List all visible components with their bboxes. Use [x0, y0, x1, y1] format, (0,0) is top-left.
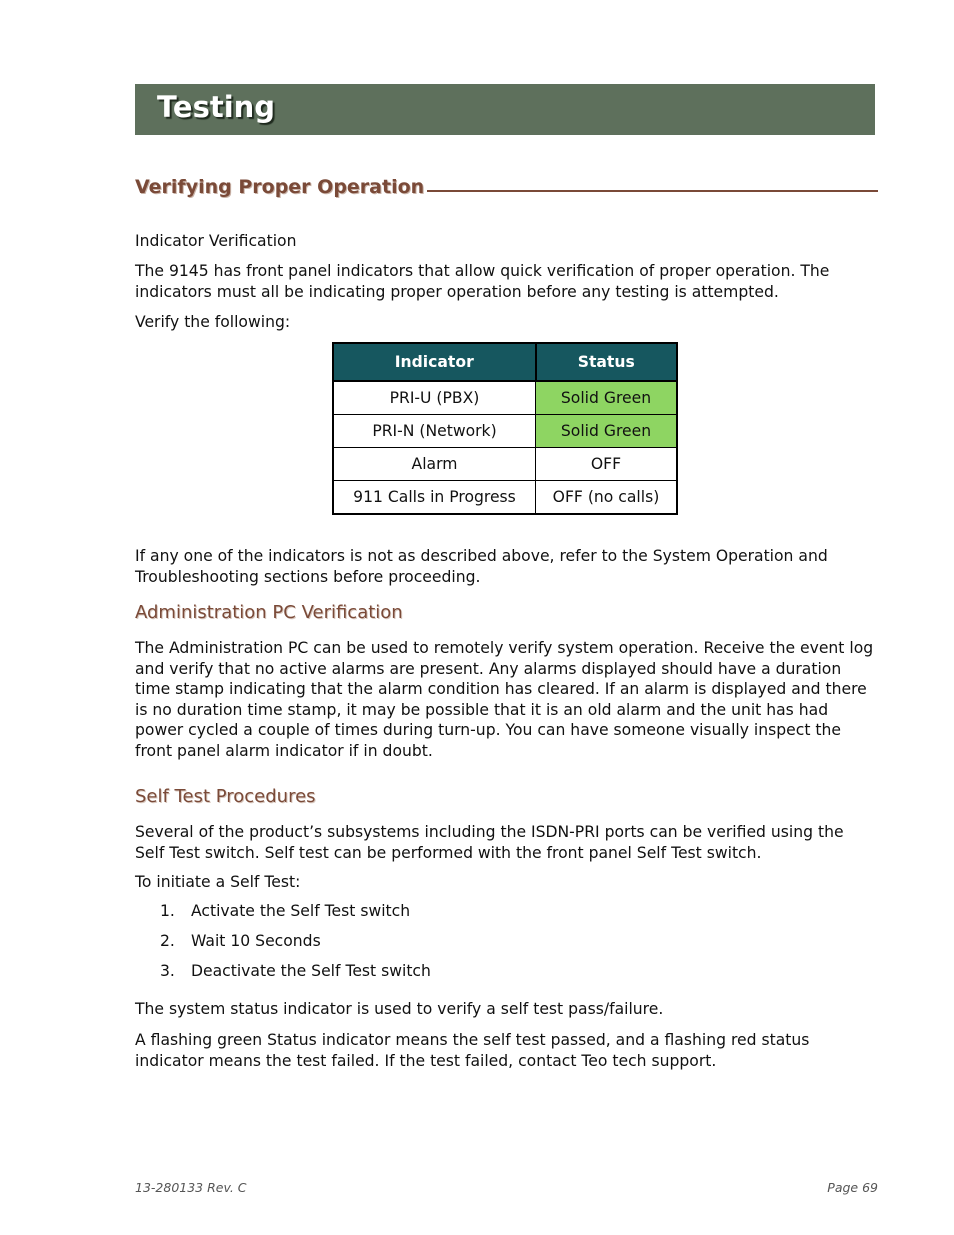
- self-test-paragraph: Several of the product’s subsystems including the ISDN-PRI ports can be verified using the Self Test switch. Self test can be performed with the front panel Self Test switch.: [135, 823, 844, 862]
- indicator-verification-label: Indicator Verification: [135, 232, 297, 250]
- indicator-intro-paragraph: The 9145 has front panel indicators that allow quick verification of proper operation. The indicators must all be indicating proper operation before any testing is attempted.: [135, 262, 830, 301]
- step-text: Wait 10 Seconds: [191, 932, 321, 950]
- list-item: [160, 961, 431, 991]
- table-cell-status: Solid Green: [536, 415, 678, 448]
- step-number: 3.: [160, 962, 175, 980]
- heading-rule: [427, 190, 878, 192]
- chapter-banner: [135, 84, 875, 135]
- table-row: [333, 381, 677, 415]
- table-cell-status: OFF (no calls): [536, 481, 678, 515]
- step-text: Deactivate the Self Test switch: [191, 962, 431, 980]
- table-cell-indicator: Alarm: [333, 448, 536, 481]
- table-cell-status: OFF: [536, 448, 678, 481]
- admin-pc-paragraph: The Administration PC can be used to remotely verify system operation. Receive the event log and verify that no active alarms are present. Any alarms displayed should have a duration time stamp indicating that the alarm condition has cleared. If an alarm is displayed and there is no duration time stamp, it may be possible that it is an old alarm and the unit has had power cycled a couple of times during turn-up. You can have someone visually inspect the front panel alarm indicator if in doubt.: [135, 639, 874, 760]
- table-header-status: Status: [536, 343, 678, 381]
- table-header-row: [333, 343, 677, 381]
- initiate-self-test-text: To initiate a Self Test:: [135, 873, 301, 891]
- table-cell-status: Solid Green: [536, 381, 678, 415]
- result-note-paragraph: A flashing green Status indicator means the self test passed, and a flashing red status indicator means the test failed. If the test failed, contact Teo tech support.: [135, 1031, 810, 1070]
- verify-following-text: Verify the following:: [135, 313, 291, 331]
- step-number: 1.: [160, 902, 175, 920]
- step-text: Activate the Self Test switch: [191, 902, 411, 920]
- table-cell-indicator: PRI-U (PBX): [333, 381, 536, 415]
- self-test-heading: Self Test Procedures: [135, 786, 316, 807]
- table-row: [333, 481, 677, 515]
- indicator-table: [332, 342, 678, 515]
- step-number: 2.: [160, 932, 175, 950]
- list-item: [160, 931, 431, 961]
- table-row: [333, 448, 677, 481]
- admin-pc-heading: Administration PC Verification: [135, 602, 403, 623]
- chapter-title: Testing: [157, 90, 276, 124]
- table-header-indicator: Indicator: [333, 343, 536, 381]
- table-row: [333, 415, 677, 448]
- table-cell-indicator: PRI-N (Network): [333, 415, 536, 448]
- indicator-after-paragraph: If any one of the indicators is not as described above, refer to the System Operation and Troubleshooting sections before proceeding.: [135, 547, 828, 586]
- self-test-steps: [160, 901, 431, 991]
- list-item: [160, 901, 431, 931]
- section-heading: Verifying Proper Operation: [135, 176, 425, 198]
- status-note-paragraph: The system status indicator is used to verify a self test pass/failure.: [135, 1000, 664, 1018]
- footer-doc-number: 13-280133 Rev. C: [135, 1180, 247, 1195]
- footer-page-number: Page 69: [827, 1180, 878, 1195]
- table-cell-indicator: 911 Calls in Progress: [333, 481, 536, 515]
- section-heading-row: [135, 176, 878, 206]
